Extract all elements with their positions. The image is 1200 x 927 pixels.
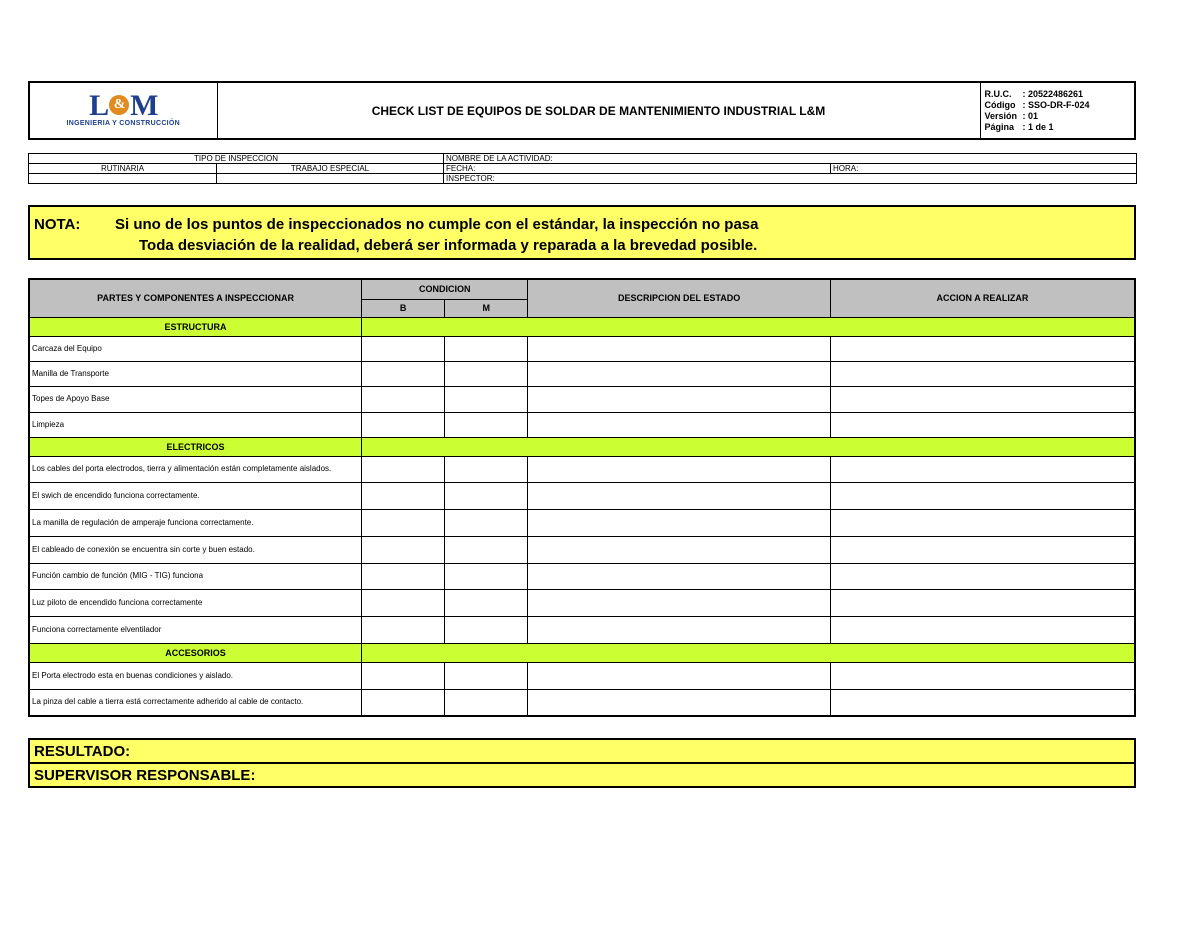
- accion-cell[interactable]: [830, 456, 1135, 482]
- accion-cell[interactable]: [830, 689, 1135, 716]
- condition-m-cell[interactable]: [445, 589, 528, 616]
- accion-cell[interactable]: [830, 536, 1135, 563]
- descripcion-cell[interactable]: [528, 616, 831, 643]
- section-row: [29, 317, 1135, 336]
- section-label: ELECTRICOS: [29, 437, 362, 456]
- accion-cell[interactable]: [830, 563, 1135, 589]
- meta-version: Versión : 01: [984, 110, 1039, 121]
- col-header-b: B: [362, 299, 445, 317]
- nota-line-2: Toda desviación de la realidad, deberá ser informada y reparada a la brevedad posible.: [139, 237, 758, 254]
- inspector-field[interactable]: INSPECTOR:: [444, 174, 1137, 184]
- table-row: [29, 509, 1135, 536]
- supervisor-field[interactable]: SUPERVISOR RESPONSABLE:: [29, 763, 1135, 787]
- col-header-descripcion: DESCRIPCION DEL ESTADO: [528, 279, 831, 317]
- condition-b-cell[interactable]: [362, 361, 445, 386]
- table-row: [29, 361, 1135, 386]
- item-label: El swich de encendido funciona correctamente.: [29, 482, 362, 509]
- trabajo-especial-label: TRABAJO ESPECIAL: [217, 164, 444, 174]
- condition-m-cell[interactable]: [445, 689, 528, 716]
- hora-field[interactable]: HORA:: [831, 164, 1137, 174]
- accion-cell[interactable]: [830, 361, 1135, 386]
- item-label: Limpieza: [29, 412, 362, 437]
- logo-cell: [29, 82, 217, 139]
- section-fill: [362, 437, 1135, 456]
- inspection-info-table: [28, 153, 1137, 184]
- table-row: [29, 482, 1135, 509]
- tipo-inspeccion-label: TIPO DE INSPECCION: [29, 154, 444, 164]
- resultado-field[interactable]: RESULTADO:: [29, 739, 1135, 763]
- condition-m-cell[interactable]: [445, 412, 528, 437]
- descripcion-cell[interactable]: [528, 662, 831, 689]
- form-title: CHECK LIST DE EQUIPOS DE SOLDAR DE MANTENIMIENTO INDUSTRIAL L&M: [217, 82, 980, 139]
- descripcion-cell[interactable]: [528, 412, 831, 437]
- checklist-table: [28, 278, 1136, 717]
- condition-b-cell[interactable]: [362, 536, 445, 563]
- condition-m-cell[interactable]: [445, 509, 528, 536]
- condition-b-cell[interactable]: [362, 386, 445, 412]
- table-row: [29, 456, 1135, 482]
- descripcion-cell[interactable]: [528, 563, 831, 589]
- table-row: [29, 536, 1135, 563]
- col-header-condicion: CONDICION: [362, 279, 528, 299]
- accion-cell[interactable]: [830, 589, 1135, 616]
- item-label: El Porta electrodo esta en buenas condiciones y aislado.: [29, 662, 362, 689]
- condition-b-cell[interactable]: [362, 662, 445, 689]
- form-header: [28, 81, 1136, 140]
- rutinaria-checkbox[interactable]: [29, 174, 217, 184]
- condition-b-cell[interactable]: [362, 563, 445, 589]
- condition-b-cell[interactable]: [362, 412, 445, 437]
- section-label: ESTRUCTURA: [29, 317, 362, 336]
- meta-codigo: Código : SSO-DR-F-024: [984, 99, 1090, 110]
- accion-cell[interactable]: [830, 412, 1135, 437]
- descripcion-cell[interactable]: [528, 482, 831, 509]
- condition-b-cell[interactable]: [362, 509, 445, 536]
- item-label: Manilla de Transporte: [29, 361, 362, 386]
- table-row: [29, 336, 1135, 361]
- condition-b-cell[interactable]: [362, 616, 445, 643]
- accion-cell[interactable]: [830, 482, 1135, 509]
- table-row: [29, 662, 1135, 689]
- rutinaria-label: RUTINARIA: [29, 164, 217, 174]
- condition-b-cell[interactable]: [362, 482, 445, 509]
- accion-cell[interactable]: [830, 336, 1135, 361]
- accion-cell[interactable]: [830, 662, 1135, 689]
- table-row: [29, 689, 1135, 716]
- descripcion-cell[interactable]: [528, 689, 831, 716]
- logo-subtitle: INGENIERIA Y CONSTRUCCIÓN: [66, 119, 181, 127]
- item-label: Carcaza del Equipo: [29, 336, 362, 361]
- section-row: [29, 643, 1135, 662]
- condition-m-cell[interactable]: [445, 456, 528, 482]
- trabajo-especial-checkbox[interactable]: [217, 174, 444, 184]
- nombre-actividad-field[interactable]: NOMBRE DE LA ACTIVIDAD:: [444, 154, 1137, 164]
- condition-b-cell[interactable]: [362, 689, 445, 716]
- logo-ampersand: &: [109, 95, 129, 115]
- descripcion-cell[interactable]: [528, 509, 831, 536]
- condition-m-cell[interactable]: [445, 616, 528, 643]
- item-label: Los cables del porta electrodos, tierra y alimentación están completamente aislados.: [29, 456, 362, 482]
- col-header-accion: ACCION A REALIZAR: [830, 279, 1135, 317]
- accion-cell[interactable]: [830, 616, 1135, 643]
- condition-m-cell[interactable]: [445, 563, 528, 589]
- table-row: [29, 589, 1135, 616]
- condition-m-cell[interactable]: [445, 536, 528, 563]
- item-label: La manilla de regulación de amperaje funciona correctamente.: [29, 509, 362, 536]
- nota-line-1: Si uno de los puntos de inspeccionados no cumple con el estándar, la inspección no pasa: [115, 216, 759, 233]
- descripcion-cell[interactable]: [528, 386, 831, 412]
- accion-cell[interactable]: [830, 386, 1135, 412]
- section-fill: [362, 317, 1135, 336]
- condition-m-cell[interactable]: [445, 361, 528, 386]
- descripcion-cell[interactable]: [528, 536, 831, 563]
- table-row: [29, 616, 1135, 643]
- item-label: Luz piloto de encendido funciona correctamente: [29, 589, 362, 616]
- item-label: La pinza del cable a tierra está correctamente adherido al cable de contacto.: [29, 689, 362, 716]
- col-header-m: M: [445, 299, 528, 317]
- descripcion-cell[interactable]: [528, 456, 831, 482]
- item-label: El cableado de conexión se encuentra sin corte y buen estado.: [29, 536, 362, 563]
- condition-b-cell[interactable]: [362, 589, 445, 616]
- item-label: Función cambio de función (MIG - TIG) funciona: [29, 563, 362, 589]
- condition-m-cell[interactable]: [445, 662, 528, 689]
- logo-letter-l: L: [89, 88, 109, 122]
- condition-b-cell[interactable]: [362, 456, 445, 482]
- section-label: ACCESORIOS: [29, 643, 362, 662]
- section-row: [29, 437, 1135, 456]
- meta-pagina: Página : 1 de 1: [984, 121, 1054, 132]
- item-label: Funciona correctamente elventilador: [29, 616, 362, 643]
- accion-cell[interactable]: [830, 509, 1135, 536]
- section-fill: [362, 643, 1135, 662]
- condition-m-cell[interactable]: [445, 386, 528, 412]
- form-footer: [28, 738, 1136, 788]
- nota-label: NOTA:: [34, 216, 81, 233]
- col-header-partes: PARTES Y COMPONENTES A INSPECCIONAR: [29, 279, 362, 317]
- condition-m-cell[interactable]: [445, 336, 528, 361]
- descripcion-cell[interactable]: [528, 361, 831, 386]
- table-row: [29, 412, 1135, 437]
- table-row: [29, 386, 1135, 412]
- document-meta: [980, 82, 1135, 139]
- meta-ruc: R.U.C. : 20522486261: [984, 88, 1084, 99]
- descripcion-cell[interactable]: [528, 336, 831, 361]
- descripcion-cell[interactable]: [528, 589, 831, 616]
- table-row: [29, 563, 1135, 589]
- nota-box: [28, 205, 1136, 260]
- condition-m-cell[interactable]: [445, 482, 528, 509]
- condition-b-cell[interactable]: [362, 336, 445, 361]
- fecha-field[interactable]: FECHA:: [444, 164, 831, 174]
- item-label: Topes de Apoyo Base: [29, 386, 362, 412]
- logo-letter-m: M: [130, 88, 158, 122]
- company-logo: [66, 88, 181, 127]
